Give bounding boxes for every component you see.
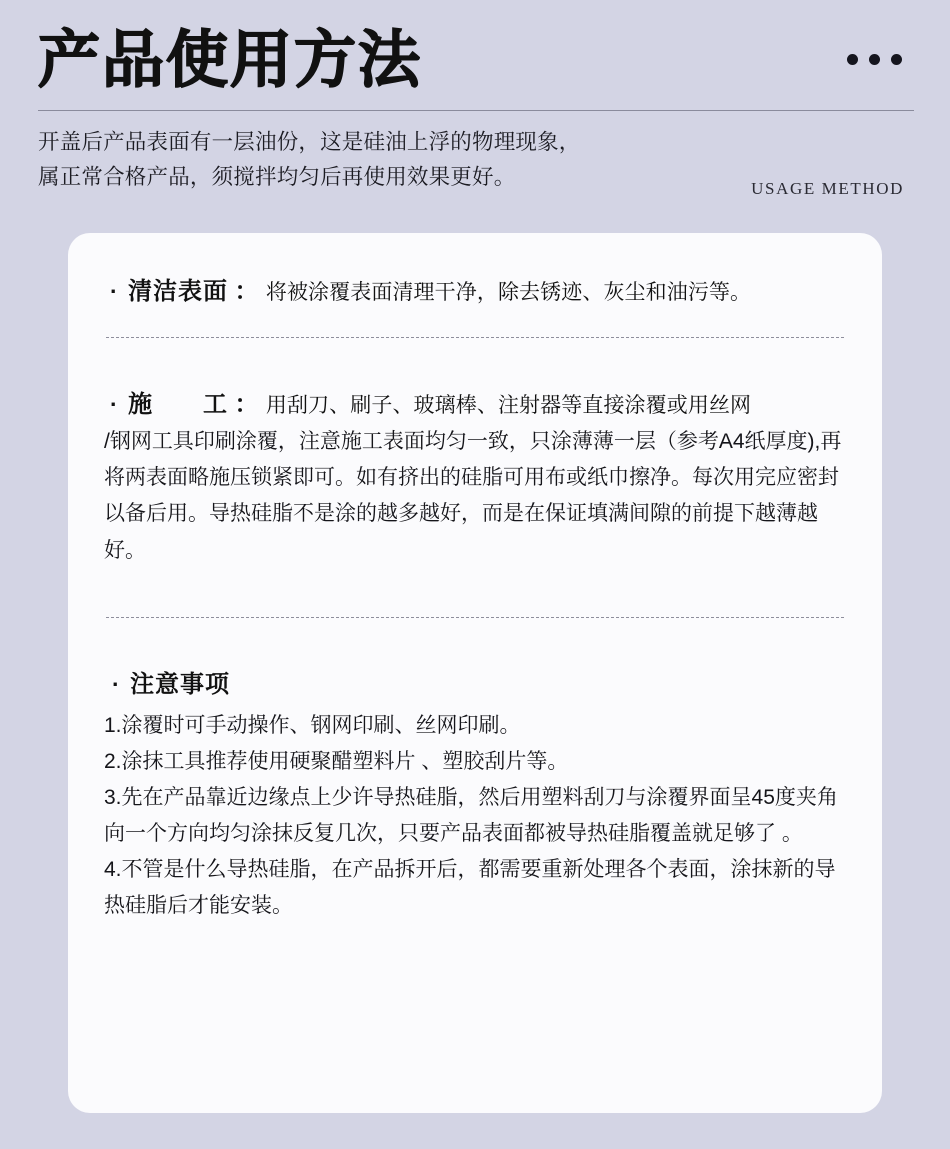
page-title: 产品使用方法 [38,23,423,96]
section-clean-surface [98,267,852,311]
section-divider-2 [106,617,844,618]
section-2-colon: ： [234,390,260,419]
intro-block [38,125,912,203]
dot-1 [847,54,858,65]
section-3-heading [104,666,846,702]
section-divider-1 [106,337,844,338]
spacer-2 [98,569,852,591]
content-card [68,233,882,1113]
section-construction [98,386,852,568]
section-2-body: 用刮刀、刷子、玻璃棒、注射器等直接涂覆或用丝网 [265,394,752,418]
section-3-title: 注意事项 [130,669,231,698]
section-2-bullet: · [110,391,118,418]
more-dots-icon[interactable] [847,54,902,65]
spacer-3 [98,644,852,666]
section-1-body: 将被涂覆表面清理干净，除去锈迹、灰尘和油污等。 [265,281,752,305]
section-1-bullet: · [110,278,118,305]
section-2-title: 施 工 [128,390,229,419]
intro-line-1: 开盖后产品表面有一层油份，这是硅油上浮的物理现象， [38,130,581,155]
notes-list [104,708,846,925]
intro-line-2: 属正常合格产品，须搅拌均匀后再使用效果更好。 [38,165,516,190]
spacer-1 [98,364,852,386]
section-2-heading [104,386,846,422]
list-item: 1.涂覆时可手动操作、钢网印刷、丝网印刷。 [104,713,521,737]
section-1-title: 清洁表面 [128,277,229,306]
list-item: 4.不管是什么导热硅脂，在产品拆开后，都需要重新处理各个表面，涂抹新的导热硅脂后才能安装。 [104,858,836,918]
section-notes [98,666,852,925]
header-divider [38,110,914,111]
page-header [34,0,916,94]
list-item: 2.涂抹工具推荐使用硬聚醋塑料片 、塑胶刮片等。 [104,749,569,773]
section-1-colon: ： [234,277,260,306]
dot-3 [891,54,902,65]
dot-2 [869,54,880,65]
section-2-continued: /钢网工具印刷涂覆，注意施工表面均匀一致，只涂薄薄一层（参考A4纸厚度),再将两表面略施压锁紧即可。如有挤出的硅脂可用布或纸巾擦净。每次用完应密封以备后用。导热硅脂不是涂的越多越好，而是在保证填满间隙的前提下越薄越好。 [104,430,842,562]
english-subtitle: USAGE METHOD [751,179,904,199]
list-item: 3.先在产品靠近边缘点上少许导热硅脂，然后用塑料刮刀与涂覆界面呈45度夹角向一个方向均匀涂抹反复几次，只要产品表面都被导热硅脂覆盖就足够了 。 [104,785,838,845]
section-3-bullet: · [112,670,120,697]
section-1-heading [104,273,846,309]
